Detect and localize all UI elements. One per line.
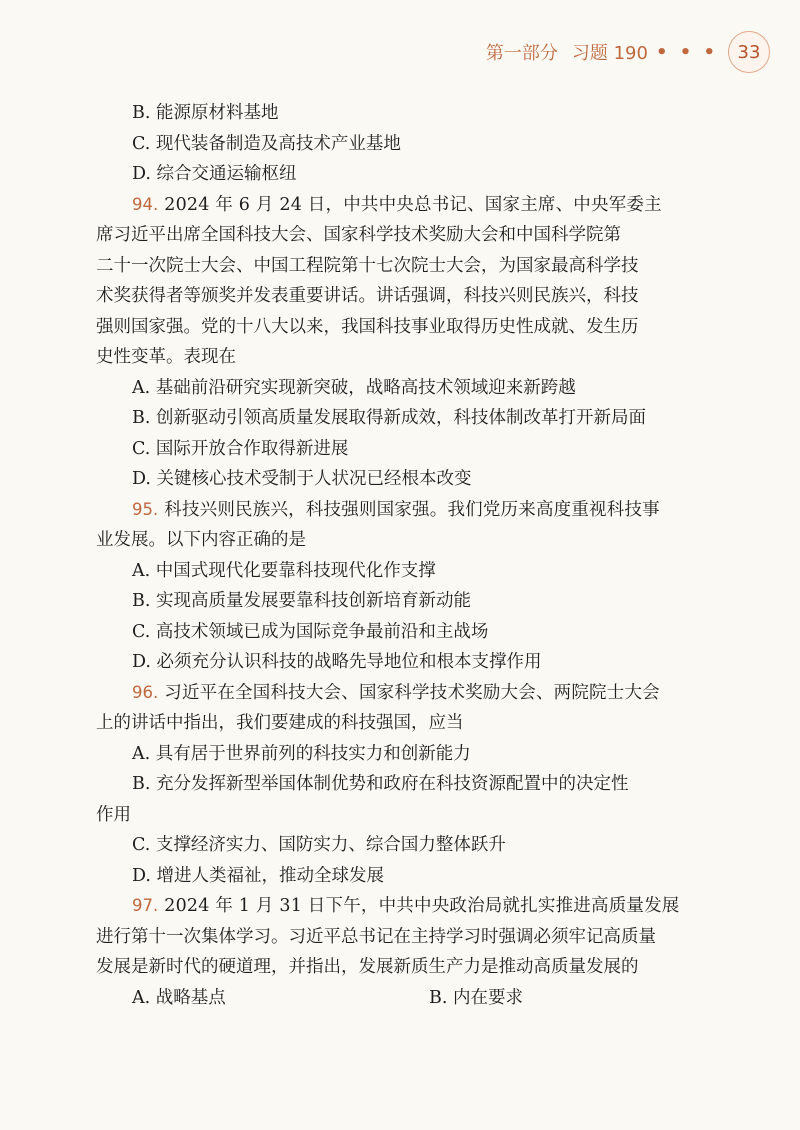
question-text-line: 强则国家强。党的十八大以来，我国科技事业取得历史性成就、发生历 <box>96 316 639 337</box>
option-a: A. 具有居于世界前列的科技实力和创新能力 <box>132 743 471 764</box>
question-number: 97. <box>132 896 159 915</box>
page-content <box>96 98 726 1013</box>
question-text-line: 术奖获得者等颁奖并发表重要讲话。讲话强调，科技兴则民族兴，科技 <box>96 286 639 306</box>
header-dots: • • • <box>655 41 718 63</box>
option-b: B. 实现高质量发展要靠科技创新培育新动能 <box>132 591 471 611</box>
option-a: A. 战略基点 <box>132 987 226 1008</box>
question-text-line: 席习近平出席全国科技大会、国家科学技术奖励大会和中国科学院第 <box>96 225 621 245</box>
option-a: A. 中国式现代化要靠科技现代化作支撑 <box>132 560 436 581</box>
question-text-line: 史性变革。表现在 <box>96 347 236 367</box>
question-text: 科技兴则民族兴，科技强则国家强。我们党历来高度重视科技事 <box>164 499 660 520</box>
question-text-line: 进行第十一次集体学习。习近平总书记在主持学习时强调必须牢记高质量 <box>96 926 656 947</box>
option-d: D. 增进人类福祉，推动全球发展 <box>132 865 385 886</box>
chapter-title: 习题 190 <box>571 43 648 64</box>
option-b: B. 充分发挥新型举国体制优势和政府在科技资源配置中的决定性 <box>132 774 629 794</box>
page-header <box>486 30 770 74</box>
option-c: C. 国际开放合作取得新进展 <box>132 438 349 459</box>
option-d: D. 必须充分认识科技的战略先导地位和根本支撑作用 <box>132 652 542 672</box>
option-b: B. 内在要求 <box>429 987 523 1008</box>
question-text-line: 业发展。以下内容正确的是 <box>96 530 306 550</box>
question-95 <box>96 495 726 526</box>
question-97 <box>96 891 726 922</box>
option-a: A. 基础前沿研究实现新突破，战略高技术领域迎来新跨越 <box>132 377 576 398</box>
page-number: 33 <box>728 31 770 73</box>
question-text: 2024 年 6 月 24 日，中共中央总书记、国家主席、中央军委主 <box>164 194 662 215</box>
section-label: 第一部分 <box>485 43 558 64</box>
option-line: D. 综合交通运输枢纽 <box>132 164 297 184</box>
question-text: 2024 年 1 月 31 日下午，中共中央政治局就扎实推进高质量发展 <box>164 896 680 916</box>
option-b: B. 创新驱动引领高质量发展取得新成效，科技体制改革打开新局面 <box>132 408 646 428</box>
question-number: 96. <box>132 682 159 702</box>
question-text-line: 二十一次院士大会、中国工程院第十七次院士大会，为国家最高科学技 <box>96 255 639 276</box>
question-text-line: 发展是新时代的硬道理，并指出，发展新质生产力是推动高质量发展的 <box>96 957 639 977</box>
option-c: C. 高技术领域已成为国际竞争最前沿和主战场 <box>132 621 489 642</box>
option-line: C. 现代装备制造及高技术产业基地 <box>132 133 401 154</box>
question-number: 95. <box>132 499 159 519</box>
option-row <box>96 983 726 1014</box>
question-94 <box>96 190 726 221</box>
option-line: B. 能源原材料基地 <box>132 103 279 123</box>
option-c: C. 支撑经济实力、国防实力、综合国力整体跃升 <box>132 835 506 855</box>
option-b-continued: 作用 <box>96 804 131 825</box>
option-d: D. 关键核心技术受制于人状况已经根本改变 <box>132 469 472 489</box>
question-text-line: 上的讲话中指出，我们要建成的科技强国，应当 <box>96 713 464 733</box>
question-text: 习近平在全国科技大会、国家科学技术奖励大会、两院院士大会 <box>164 682 660 703</box>
question-96 <box>96 678 726 709</box>
question-number: 94. <box>132 194 159 214</box>
